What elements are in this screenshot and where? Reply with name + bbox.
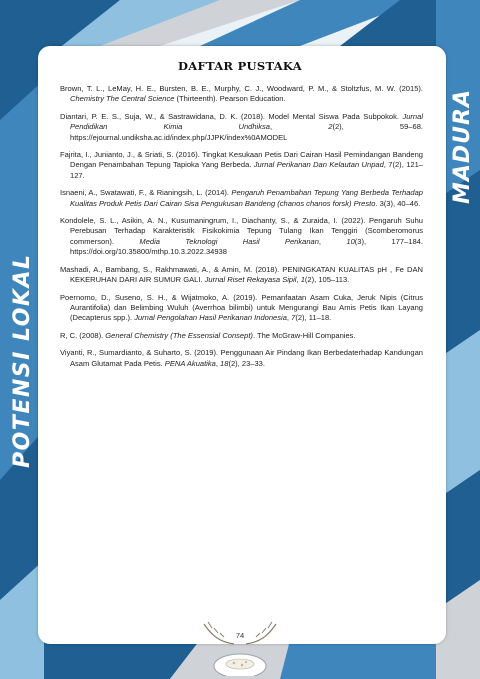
- ornament-icon: [196, 614, 284, 676]
- reference-text: ,: [296, 275, 301, 285]
- reference-italic-text: 7: [291, 313, 296, 323]
- reference-text: Kondolele, S. L., Asikin, A. N., Kusumaningrum, I., Diachanty, S., & Zuraida, I. (2022). Pengaruh Suhu Perebusan Terhadap Karakteristik Fisikokimia Tepung Tulang Ikan Tenggiri (Scomberomorus commerson).: [60, 216, 423, 246]
- reference-italic-text: Jurnal Riset Rekayasa Sipil: [204, 275, 297, 285]
- reference-text: ,: [286, 313, 292, 323]
- page-title: DAFTAR PUSTAKA: [178, 59, 302, 73]
- reference-text: ,: [318, 236, 347, 246]
- reference-entry: [60, 216, 423, 258]
- reference-text: ,: [215, 358, 221, 368]
- reference-entry: [60, 265, 423, 286]
- side-label-right: MADURA: [450, 88, 475, 204]
- reference-italic-text: PENA Akuatika: [164, 358, 216, 368]
- reference-text: Isnaeni, A., Swatawati, F., & Rianingsih, L. (2014).: [60, 188, 232, 198]
- reference-text: . 3(3), 40–46.: [375, 198, 421, 208]
- reference-entry: [60, 348, 423, 369]
- reference-text: Poernomo, D., Suseno, S. H., & Wijatmoko, A. (2019). Pemanfaatan Asam Cuka, Jeruk Nipis (Citrus Aurantifolia) dan Belimbing Wuluh (Averrhoa bilimbi) untuk Mengurangi Bau Amis Petis Ikan Layang (Decapterus spp.).: [60, 292, 423, 323]
- reference-list: [60, 84, 423, 376]
- reference-text: (2), 23–33.: [228, 358, 265, 368]
- reference-text: Viyanti, R., Sumardianto, & Suharto, S. (2019). Penggunaan Air Pindang Ikan Berbedaterhadap Kandungan Asam Glutamat Pada Petis.: [60, 348, 423, 368]
- reference-italic-text: Media Teknologi Hasil Perikanan: [139, 236, 319, 246]
- reference-text: Brown, T. L., LeMay, H. E., Bursten, B. E., Murphy, C. J., Woodward, P. M., & Stoltzfus, M. W. (2015).: [60, 84, 423, 93]
- reference-text: (2), 11–18.: [295, 313, 332, 323]
- reference-entry: [60, 331, 423, 341]
- reference-text: Fajrita, I., Junianto, J., & Sriati, S. (2016). Tingkat Kesukaan Petis Dari Cairan Hasil Pemindangan Bandeng Dengan Penambahan Tepung Tapioka Yang Berbeda.: [60, 150, 423, 170]
- reference-entry: [60, 84, 423, 105]
- reference-text: (2), 59–68. https://ejournal.undiksha.ac.id/index.php/JJPK/index%0AMODEL: [70, 122, 423, 142]
- reference-text: (Thirteenth). Pearson Education.: [174, 94, 286, 104]
- reference-entry: [60, 293, 423, 324]
- reference-italic-text: 1: [300, 275, 305, 285]
- reference-entry: [60, 112, 423, 143]
- reference-entry: [60, 150, 423, 181]
- side-label-left: POTENSI LOKAL: [10, 253, 35, 468]
- reference-text: Mashadi, A., Bambang, S., Rakhmawati, A., & Amin, M. (2018). PENINGKATAN KUALITAS pH , Fe DAN KEKERUHAN DARI AIR SUMUR GALI.: [60, 264, 423, 285]
- reference-text: . The McGraw-Hill Companies.: [252, 330, 356, 340]
- side-title-right: [440, 78, 480, 208]
- reference-italic-text: 10: [346, 236, 355, 246]
- reference-text: Diantari, P. E. S., Suja, W., & Sastrawidana, D. K. (2018). Model Mental Siswa Pada Subpokok.: [60, 111, 403, 121]
- reference-italic-text: Jurnal Perikanan Dan Kelautan Unpad: [253, 160, 384, 170]
- reference-italic-text: 18: [220, 358, 229, 368]
- reference-italic-text: 2: [328, 122, 333, 132]
- reference-italic-text: Chemistry The Central Science: [70, 94, 175, 104]
- reference-italic-text: Jurnal Pengolahan Hasil Perikanan Indonesia: [134, 313, 287, 323]
- reference-text: , 7(2), 121–127.: [70, 160, 423, 180]
- reference-text: R, C. (2008).: [60, 330, 106, 340]
- reference-text: (3), 177–184. https://doi.org/10.35800/mthp.10.3.2022.34938: [70, 236, 423, 257]
- reference-italic-text: Jurnal Pendidikan Kimia Undhiksa: [70, 111, 423, 132]
- page-number: 74: [235, 631, 245, 640]
- reference-italic-text: Pengaruh Penambahan Tepung Yang Berbeda Terhadap Kualitas Produk Petis Dari Cairan Sisa Pengukusan Bandeng (chanos chanos forsk) Presto: [70, 188, 423, 208]
- reference-italic-text: General Chemistry (The Essensial Consept): [105, 330, 253, 340]
- side-title-left: [0, 232, 40, 472]
- reference-text: ,: [269, 122, 329, 132]
- reference-entry: [60, 188, 423, 209]
- reference-text: (2), 105–113.: [304, 275, 350, 285]
